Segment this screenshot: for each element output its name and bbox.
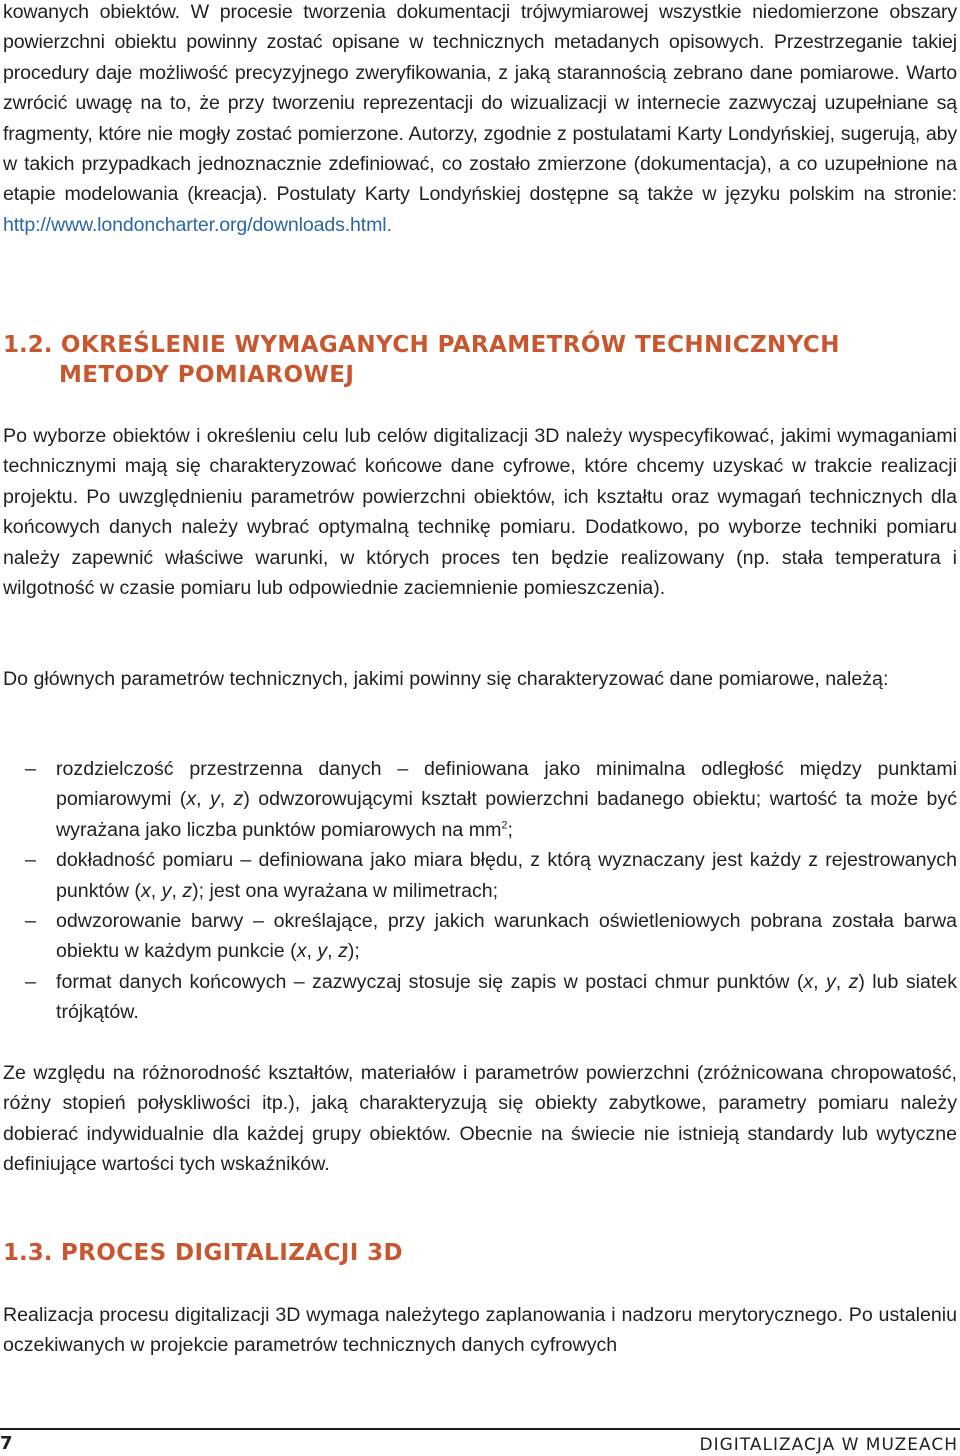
- section-1-2-heading: [3, 330, 957, 390]
- section-1-2-paragraph-1: Po wyborze obiektów i określeniu celu lub celów digitalizacji 3D należy wyspecyfikować, jakimi wymaganiami technicznymi mają się charakteryzować końcowe dane cyfrowe, które chcemy uzyskać w trakcie realizacji projektu. Po uwzględnieniu parametrów powierzchni obiektów, ich kształtu oraz wymagań technicznych dla końcowych danych należy wybrać optymalną technikę pomiaru. Dodatkowo, po wyborze techniki pomiaru należy zapewnić właściwe warunki, w których proces ten będzie realizowany (np. stała temperatura i wilgotność w czasie pomiaru lub odpowiednie zaciemnienie pomieszczenia).: [3, 425, 957, 600]
- section-1-2-title-line2: METODY POMIAROWEJ: [59, 362, 355, 388]
- intro-text: kowanych obiektów. W procesie tworzenia dokumentacji trójwymiarowej wszystkie niedomierzone obszary powierzchni obiektu powinny zostać opisane w technicznych metadanych opisowych. Przestrzeganie takiej procedury daje możliwość precyzyjnego zweryfikowania, z jaką starannością zebrano dane pomiarowe. Warto zwrócić uwagę na to, że przy tworzeniu reprezentacji do wizualizacji w internecie zazwyczaj uzupełniane są fragmenty, które nie mogły zostać pomierzone. Autorzy, zgodnie z postulatami Karty Londyńskiej, sugerują, aby w takich przypadkach jednoznacznie zdefiniować, co zostało zmierzone (dokumentacja), a co uzupełnione na etapie modelowania (kreacja). Postulaty Karty Londyńskiej dostępne są także w języku polskim na stronie:: [3, 1, 957, 206]
- running-title: DIGITALIZACJA W MUZEACH: [699, 1435, 958, 1455]
- list-item: – dokładność pomiaru – definiowana jako miara błędu, z którą wyznaczany jest każdy z rejestrowanych punktów (x, y, z); jest ona wyrażana w milimetrach;: [3, 845, 957, 906]
- intro-paragraph: [3, 0, 957, 240]
- section-1-2-paragraph-2: Do głównych parametrów technicznych, jakimi powinny się charakteryzować dane pomiarowe, należą:: [3, 668, 889, 690]
- bullet-dash: –: [25, 910, 36, 933]
- bullet-dash: –: [25, 849, 36, 872]
- bullet-dash: –: [25, 970, 36, 993]
- section-1-3-heading: [3, 1238, 957, 1268]
- superscript: 2: [501, 819, 508, 832]
- footer-divider: [0, 1428, 960, 1430]
- list-item: – rozdzielczość przestrzenna danych – definiowana jako minimalna odległość między punktami pomiarowymi (x, y, z) odwzorowującymi kształt powierzchni badanego obiektu; wartość ta może być wyrażana jako liczba punktów pomiarowych na $mm^2$;: [3, 754, 957, 845]
- section-1-3-title: PROCES DIGITALIZACJI 3D: [60, 1240, 403, 1266]
- page-number: 7: [0, 1433, 13, 1454]
- list-item: – odwzorowanie barwy – określające, przy jakich warunkach oświetleniowych pobrana została barwa obiektu w każdym punkcie (x, y, z);: [3, 906, 957, 967]
- list-item: – format danych końcowych – zazwyczaj stosuje się zapis w postaci chmur punktów (x, y, z) lub siatek trójkątów.: [3, 967, 957, 1028]
- section-1-2-title-line1: OKREŚLENIE WYMAGANYCH PARAMETRÓW TECHNICZNYCH: [60, 332, 840, 358]
- section-1-3-number: 1.3.: [3, 1240, 53, 1266]
- section-1-2-number: 1.2.: [3, 332, 53, 358]
- london-charter-link[interactable]: http://www.londoncharter.org/downloads.html.: [3, 213, 392, 236]
- section-1-3-paragraph-1: Realizacja procesu digitalizacji 3D wymaga należytego zaplanowania i nadzoru merytorycznego. Po ustaleniu oczekiwanych w projekcie parametrów technicznych danych cyfrowych: [3, 1304, 957, 1357]
- section-1-2-paragraph-3: Ze względu na różnorodność kształtów, materiałów i parametrów powierzchni (zróżnicowana chropowatość, różny stopień połyskliwości itp.), jaką charakteryzują się obiekty zabytkowe, parametry pomiaru należy dobierać indywidualnie dla każdej grupy obiektów. Obecnie na świecie nie istnieją standardy lub wytyczne definiujące wartości tych wskaźników.: [3, 1062, 957, 1176]
- technical-parameters-list: [3, 754, 957, 1028]
- bullet-dash: –: [25, 758, 36, 780]
